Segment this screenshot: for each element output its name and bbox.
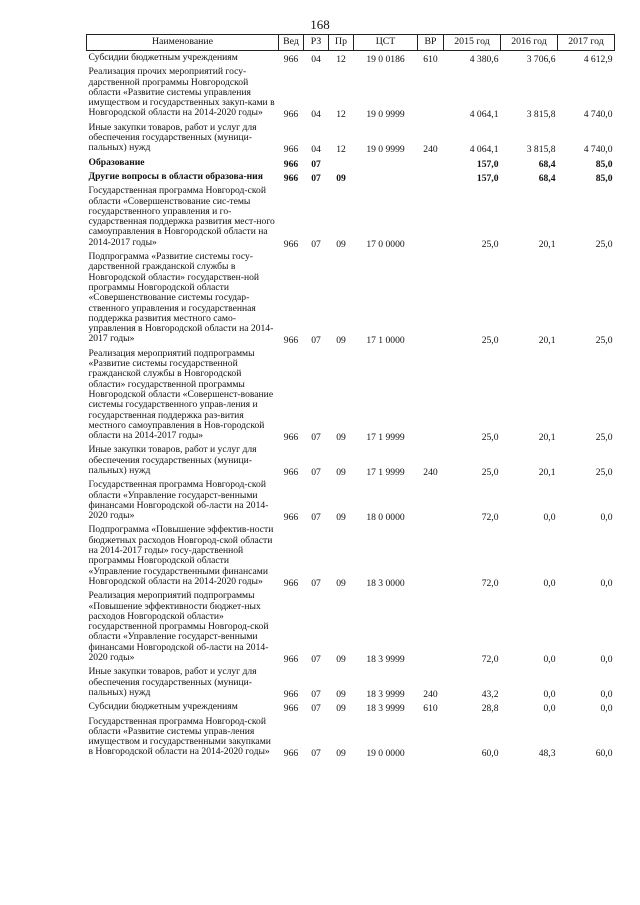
cell-rz: 04 [311,54,321,65]
cell-2015: 25,0 [481,335,499,347]
cell-2017: 0,0 [600,703,613,715]
cell-pr: 09 [336,577,346,589]
cell-ved: 966 [283,654,299,666]
cell-2017: 0,0 [600,577,613,589]
cell-cst: 18 3 0000 [366,577,405,589]
cell-ved: 966 [283,432,299,444]
cell-2015: 25,0 [481,238,499,250]
cell-2015: 157,0 [476,172,499,184]
cell-vr: 610 [423,703,438,715]
cell-2017: 25,0 [595,432,613,444]
cell-2016: 3 815,8 [526,144,556,156]
cell-2015: 157,0 [476,158,499,170]
cell-name: Государственная программа Новгород-ской области «Управление государст-венными финансами Новгородской об-ласти на 2014-2020 годы» [88,479,269,522]
cell-rz: 07 [311,432,321,444]
cell-2017: 85,0 [595,172,613,184]
cell-cst: 19 0 0186 [366,54,405,65]
cell-2016: 3 706,6 [526,54,556,65]
table-row [87,589,615,665]
cell-pr: 09 [336,654,346,666]
cell-pr: 09 [336,512,346,524]
cell-ved: 966 [283,158,299,170]
cell-pr [329,156,354,170]
cell-vr [418,65,444,120]
cell-vr [418,250,444,347]
table-row [87,170,615,184]
cell-vr [418,523,444,589]
cell-rz: 07 [311,703,321,715]
table-row [87,121,615,156]
cell-vr [418,589,444,665]
cell-ved: 966 [283,577,299,589]
cell-2016: 3 815,8 [526,109,556,121]
header-name: Наименование [87,35,279,51]
cell-ved: 966 [283,238,299,250]
cell-cst: 19 0 9999 [366,109,405,121]
cell-pr: 09 [336,748,346,760]
cell-vr [418,478,444,523]
cell-pr: 12 [336,54,346,65]
cell-2017: 0,0 [600,512,613,524]
cell-2015: 28,8 [481,703,499,715]
cell-2015: 4 064,1 [469,109,499,121]
cell-cst: 18 0 0000 [366,512,405,524]
cell-2017: 4 740,0 [583,144,613,156]
cell-2016: 0,0 [543,654,556,666]
cell-2016: 0,0 [543,577,556,589]
cell-2016: 68,4 [538,172,556,184]
cell-vr [418,156,444,170]
cell-pr: 12 [336,144,346,156]
header-pr: Пр [329,35,354,51]
table-body [87,51,615,760]
cell-2017: 25,0 [595,335,613,347]
cell-2015: 43,2 [481,688,499,700]
cell-ved: 966 [283,688,299,700]
cell-name: Государственная программа Новгород-ской области «Совершенствование сис-темы государственного управления и го-сударственная поддержка развития мест-ного самоуправления в Новгородской области на 2014-2017 годы» [88,185,275,248]
cell-2016: 68,4 [538,158,556,170]
cell-pr: 09 [336,238,346,250]
cell-vr: 240 [423,688,438,700]
cell-name: Другие вопросы в области образова-ния [88,170,263,182]
table-row [87,156,615,170]
cell-pr: 12 [336,109,346,121]
header-2017: 2017 год [558,35,615,51]
cell-name: Субсидии бюджетным учреждениям [88,701,238,713]
cell-vr [418,184,444,250]
cell-ved: 966 [283,335,299,347]
cell-2015: 25,0 [481,466,499,478]
cell-rz: 07 [311,577,321,589]
cell-rz: 07 [311,748,321,760]
table-row [87,665,615,700]
cell-2016: 48,3 [538,748,556,760]
header-cst: ЦСТ [354,35,418,51]
cell-2015: 72,0 [481,654,499,666]
page-number: 168 [310,17,330,32]
cell-name: Субсидии бюджетным учреждениям [88,52,238,63]
header-ved: Вед [279,35,304,51]
cell-2015: 60,0 [481,748,499,760]
cell-2016: 20,1 [538,335,556,347]
cell-2016: 20,1 [538,466,556,478]
table-row [87,478,615,523]
cell-rz: 07 [311,158,321,170]
header-2016: 2016 год [501,35,558,51]
cell-2016: 20,1 [538,238,556,250]
cell-2015: 72,0 [481,577,499,589]
table-row [87,250,615,347]
cell-2017: 4 740,0 [583,109,613,121]
cell-cst: 19 0 9999 [366,144,405,156]
cell-2015: 4 380,6 [469,54,499,65]
cell-cst: 17 1 9999 [366,466,405,478]
cell-pr: 09 [336,432,346,444]
cell-vr [418,170,444,184]
cell-rz: 07 [311,688,321,700]
table-row [87,523,615,589]
table-header [87,35,615,51]
cell-rz: 07 [311,238,321,250]
cell-rz: 07 [311,466,321,478]
cell-2015: 72,0 [481,512,499,524]
cell-2015: 4 064,1 [469,144,499,156]
cell-ved: 966 [283,466,299,478]
cell-pr: 09 [336,703,346,715]
cell-vr: 240 [423,144,438,156]
cell-pr: 09 [336,688,346,700]
table-row [87,715,615,760]
cell-2016: 20,1 [538,432,556,444]
cell-ved: 966 [283,109,299,121]
cell-2016: 0,0 [543,512,556,524]
cell-name: Подпрограмма «Развитие системы госу-дарственной гражданской службы в Новгородской области» государствен-ной программы Новгородской области «Совершенствование системы государ-ственного управления и государственная поддержка развития местного само-управления в Новгородской области на 2014-2017 годы» [88,251,274,345]
cell-2017: 60,0 [595,748,613,760]
budget-table [86,34,615,760]
cell-name: Реализация прочих мероприятий госу-дарственной программы Новгородской области «Развитие системы управления имуществом и государственных закуп-ками в Новгородской области на 2014-2020 годы» [88,66,275,119]
cell-ved: 966 [283,748,299,760]
cell-vr [418,347,444,444]
table-row [87,443,615,478]
cell-ved: 966 [283,54,299,65]
cell-cst: 17 1 0000 [366,335,405,347]
cell-rz: 07 [311,654,321,666]
cell-ved: 966 [283,144,299,156]
cell-pr: 09 [336,466,346,478]
cell-name: Реализация мероприятий подпрограммы «Повышение эффективности бюджет-ных расходов Новгородской области» государственной программы Новгород-ской области «Управление государст-венными финансами Новгородской об-ласти на 2014-2020 годы» [88,590,269,664]
cell-name: Иные закупки товаров, работ и услуг для обеспечения государственных (муници-пальных) нужд [88,121,257,154]
cell-name: Иные закупки товаров, работ и услуг для обеспечения государственных (муници-пальных) нужд [88,444,257,476]
cell-cst: 17 1 9999 [366,432,405,444]
table-row [87,347,615,444]
cell-2017: 4 612,9 [583,54,613,65]
cell-rz: 07 [311,512,321,524]
cell-cst: 18 3 9999 [366,654,405,666]
cell-cst: 17 0 0000 [366,238,405,250]
cell-name: Подпрограмма «Повышение эффектив-ности бюджетных расходов Новгород-ской области на 2014-2017 годы» госу-дарственной программы Новгородской области «Управление государственными финансами Новгородской области на 2014-2020 годы» [88,524,274,587]
cell-vr [418,715,444,760]
cell-rz: 04 [311,144,321,156]
cell-rz: 07 [311,172,321,184]
cell-ved: 966 [283,512,299,524]
cell-cst [354,156,418,170]
cell-cst: 18 3 9999 [366,688,405,700]
cell-vr: 240 [423,466,438,478]
cell-rz: 07 [311,335,321,347]
cell-ved: 966 [283,172,299,184]
cell-vr: 610 [423,54,438,65]
cell-2017: 0,0 [600,654,613,666]
cell-2016: 0,0 [543,688,556,700]
table-row [87,184,615,250]
cell-ved: 966 [283,703,299,715]
cell-cst: 19 0 0000 [366,748,405,760]
table-row [87,65,615,120]
header-2015: 2015 год [444,35,501,51]
header-rz: РЗ [304,35,329,51]
cell-2017: 0,0 [600,688,613,700]
cell-cst: 18 3 9999 [366,703,405,715]
cell-2017: 25,0 [595,466,613,478]
cell-name: Реализация мероприятий подпрограммы «Развитие системы государственной гражданской службы в Новгородской области» государственной программы Новгородской области «Совершенст-вование системы государственного управ-ления и государственная поддержка раз-вития местного самоуправления в Нов-городской области на 2014-2017 годы» [88,347,274,442]
cell-2016: 0,0 [543,703,556,715]
table-row [87,51,615,66]
cell-2017: 25,0 [595,238,613,250]
cell-name: Государственная программа Новгород-ской области «Развитие системы управ-ления имуществом и государственными закупками в Новгородской области на 2014-2020 годы» [88,715,271,758]
cell-2017: 85,0 [595,158,613,170]
cell-2015: 25,0 [481,432,499,444]
cell-pr: 09 [336,335,346,347]
cell-name: Образование [88,156,145,168]
table-row [87,700,615,714]
header-vr: ВР [418,35,444,51]
cell-cst [354,170,418,184]
cell-name: Иные закупки товаров, работ и услуг для обеспечения государственных (муници-пальных) нужд [88,666,257,698]
cell-pr: 09 [336,172,346,184]
cell-rz: 04 [311,109,321,121]
